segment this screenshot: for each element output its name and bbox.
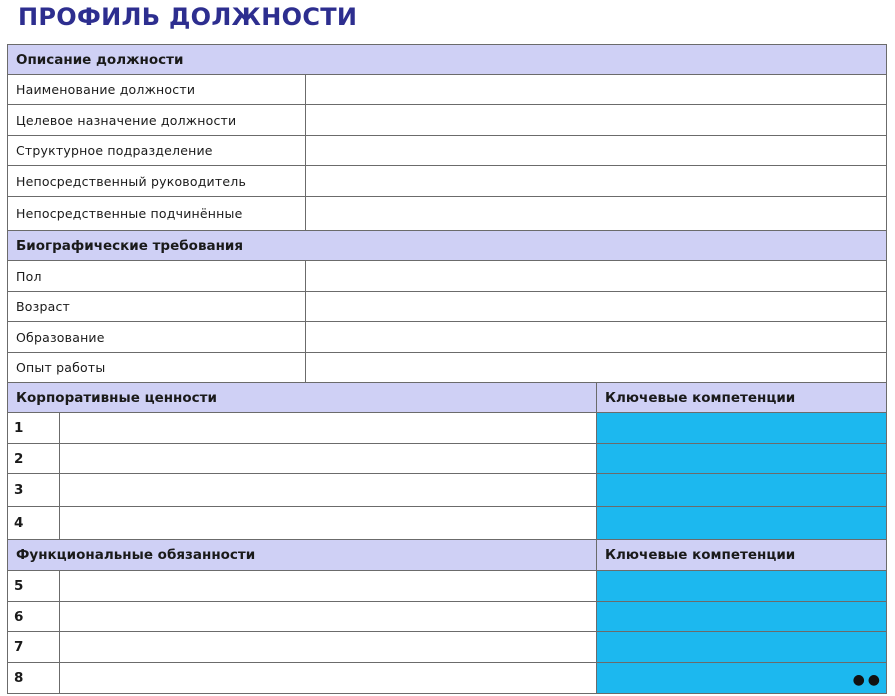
- competence-cell-5[interactable]: [597, 571, 887, 602]
- row-number: 2: [8, 444, 60, 474]
- field-duty-7[interactable]: [60, 632, 597, 663]
- section-header-biographic: Биографические требования: [8, 231, 887, 261]
- footer-dots-mark: ●●: [852, 672, 883, 688]
- label-department: Структурное подразделение: [8, 136, 306, 166]
- field-age[interactable]: [306, 292, 887, 322]
- label-position-purpose: Целевое назначение должности: [8, 105, 306, 136]
- field-duty-6[interactable]: [60, 602, 597, 632]
- row-number: 5: [8, 571, 60, 602]
- label-gender: Пол: [8, 261, 306, 292]
- label-direct-subordinates: Непосредственные подчинённые: [8, 197, 306, 231]
- field-direct-manager[interactable]: [306, 166, 887, 197]
- field-position-purpose[interactable]: [306, 105, 887, 136]
- competence-cell-7[interactable]: [597, 632, 887, 663]
- row-number: 7: [8, 632, 60, 663]
- field-duty-8[interactable]: [60, 663, 597, 694]
- field-corporate-value-4[interactable]: [60, 507, 597, 540]
- competence-cell-1[interactable]: [597, 413, 887, 444]
- competence-cell-4[interactable]: [597, 507, 887, 540]
- row-number: 8: [8, 663, 60, 694]
- row-number: 1: [8, 413, 60, 444]
- field-direct-subordinates[interactable]: [306, 197, 887, 231]
- competence-cell-6[interactable]: [597, 602, 887, 632]
- field-department[interactable]: [306, 136, 887, 166]
- field-gender[interactable]: [306, 261, 887, 292]
- label-education: Образование: [8, 322, 306, 353]
- field-corporate-value-3[interactable]: [60, 474, 597, 507]
- field-corporate-value-2[interactable]: [60, 444, 597, 474]
- competence-cell-2[interactable]: [597, 444, 887, 474]
- section-header-functional-duties: Функциональные обязанности: [8, 540, 597, 571]
- row-number: 6: [8, 602, 60, 632]
- page-title: ПРОФИЛЬ ДОЛЖНОСТИ: [18, 3, 358, 31]
- job-profile-table: [7, 44, 887, 694]
- label-age: Возраст: [8, 292, 306, 322]
- section-header-corporate-values: Корпоративные ценности: [8, 383, 597, 413]
- field-education[interactable]: [306, 322, 887, 353]
- row-number: 3: [8, 474, 60, 507]
- field-duty-5[interactable]: [60, 571, 597, 602]
- label-experience: Опыт работы: [8, 353, 306, 383]
- label-direct-manager: Непосредственный руководитель: [8, 166, 306, 197]
- section-header-job-description: Описание должности: [8, 45, 887, 75]
- row-number: 4: [8, 507, 60, 540]
- field-position-name[interactable]: [306, 75, 887, 105]
- competence-cell-3[interactable]: [597, 474, 887, 507]
- field-corporate-value-1[interactable]: [60, 413, 597, 444]
- section-header-key-competencies-2: Ключевые компетенции: [597, 540, 887, 571]
- competence-cell-8[interactable]: [597, 663, 887, 694]
- field-experience[interactable]: [306, 353, 887, 383]
- label-position-name: Наименование должности: [8, 75, 306, 105]
- section-header-key-competencies-1: Ключевые компетенции: [597, 383, 887, 413]
